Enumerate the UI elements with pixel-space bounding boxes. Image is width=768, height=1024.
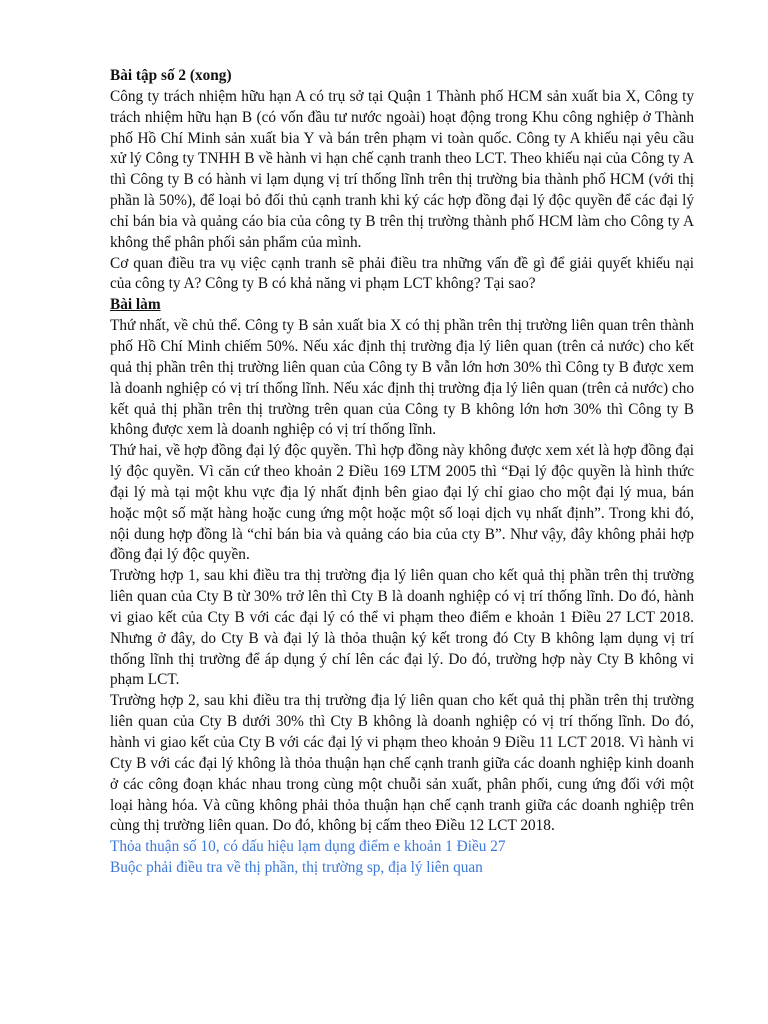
teacher-note-2: Buộc phải điều tra về thị phần, thị trường sp, địa lý liên quan (110, 859, 483, 877)
teacher-note-1: Thỏa thuận số 10, có dấu hiệu lạm dụng điểm e khoản 1 Điều 27 (110, 838, 506, 856)
question-text: Cơ quan điều tra vụ việc cạnh tranh sẽ phải điều tra những vấn đề gì để giải quyết khiếu nại của công ty A? Công ty B có khả năng vi phạm LCT không? Tại sao? (110, 254, 694, 293)
answer-paragraph-subject: Thứ nhất, về chủ thể. Công ty B sản xuất bia X có thị phần trên thị trường liên quan trên thành phố Hồ Chí Minh chiếm 50%. Nếu xác định thị trường địa lý liên quan (trên cả nước) cho kết quả thị phần trên thị trường liên quan của Công ty B vẫn lớn hơn 30% thì Công ty B được xem là doanh nghiệp có vị trí thống lĩnh. Nếu xác định thị trường địa lý liên quan (trên cả nước) cho kết quả thị phần trên thị trường trên quan của Công ty B không lớn hơn 30% thì Công ty B không được xem là doanh nghiệp có vị trí thống lĩnh. (110, 317, 694, 439)
answer-paragraph-case-2: Trường hợp 2, sau khi điều tra thị trường địa lý liên quan cho kết quả thị phần trên thị trường liên quan của Cty B dưới 30% thì Cty B không là doanh nghiệp có vị trí thống lĩnh. Do đó, hành vi giao kết của Cty B với các đại lý vi phạm theo khoản 9 Điều 11 LCT 2018. Vì hành vi Cty B với các đại lý không là thỏa thuận hạn chế cạnh tranh giữa các doanh nghiệp kinh doanh ở các công đoạn khác nhau trong cùng một chuỗi sản xuất, phân phối, cung ứng đối với một loại hàng hóa. Và cũng không phải thỏa thuận hạn chế cạnh tranh giữa các doanh nghiệp trên cùng thị trường liên quan. Do đó, không bị cấm theo Điều 12 LCT 2018. (110, 692, 694, 835)
answer-heading: Bài làm (110, 296, 161, 314)
document-page (110, 66, 694, 879)
answer-paragraph-contract: Thứ hai, về hợp đồng đại lý độc quyền. Thì hợp đồng này không được xem xét là hợp đồng đại lý độc quyền. Vì căn cứ theo khoản 2 Điều 169 LTM 2005 thì “Đại lý độc quyền là hình thức đại lý mà tại một khu vực địa lý nhất định bên giao đại lý chỉ giao cho một đại lý mua, bán hoặc một số mặt hàng hoặc cung ứng một hoặc một số loại dịch vụ nhất định”. Trong khi đó, nội dung hợp đồng là “chỉ bán bia và quảng cáo bia của cty B”. Như vậy, đây không phải hợp đồng đại lý độc quyền. (110, 442, 694, 564)
exercise-title: Bài tập số 2 (xong) (110, 67, 232, 84)
problem-statement: Công ty trách nhiệm hữu hạn A có trụ sở tại Quận 1 Thành phố HCM sản xuất bia X, Công ty trách nhiệm hữu hạn B (có vốn đầu tư nước ngoài) hoạt động trong Khu công nghiệp ở Thành phố Hồ Chí Minh sản xuất bia Y và bán trên phạm vi toàn quốc. Công ty A khiếu nại yêu cầu xử lý Công ty TNHH B về hành vi hạn chế cạnh tranh theo LCT. Theo khiếu nại của Công ty A thì Công ty B có hành vi lạm dụng vị trí thống lĩnh trên thị trường bia thành phố HCM (với thị phần là 50%), để loại bỏ đối thủ cạnh tranh khi ký các hợp đồng đại lý độc quyền để các đại lý chỉ bán bia và quảng cáo bia của công ty B trên thị trường thành phố HCM làm cho Công ty A không thể phân phối sản phẩm của mình. (110, 87, 694, 251)
answer-paragraph-case-1: Trường hợp 1, sau khi điều tra thị trường địa lý liên quan cho kết quả thị phần trên thị trường liên quan của Cty B từ 30% trở lên thì Cty B là doanh nghiệp có vị trí thống lĩnh. Do đó, hành vi giao kết của Cty B với các đại lý có thể vi phạm theo điểm e khoản 1 Điều 27 LCT 2018. Nhưng ở đây, do Cty B và đại lý là thỏa thuận ký kết trong đó Cty B không lạm dụng vị trí thống lĩnh thị trường để áp dụng ý chí lên các đại lý. Do đó, trường hợp này Cty B không vi phạm LCT. (110, 567, 694, 689)
